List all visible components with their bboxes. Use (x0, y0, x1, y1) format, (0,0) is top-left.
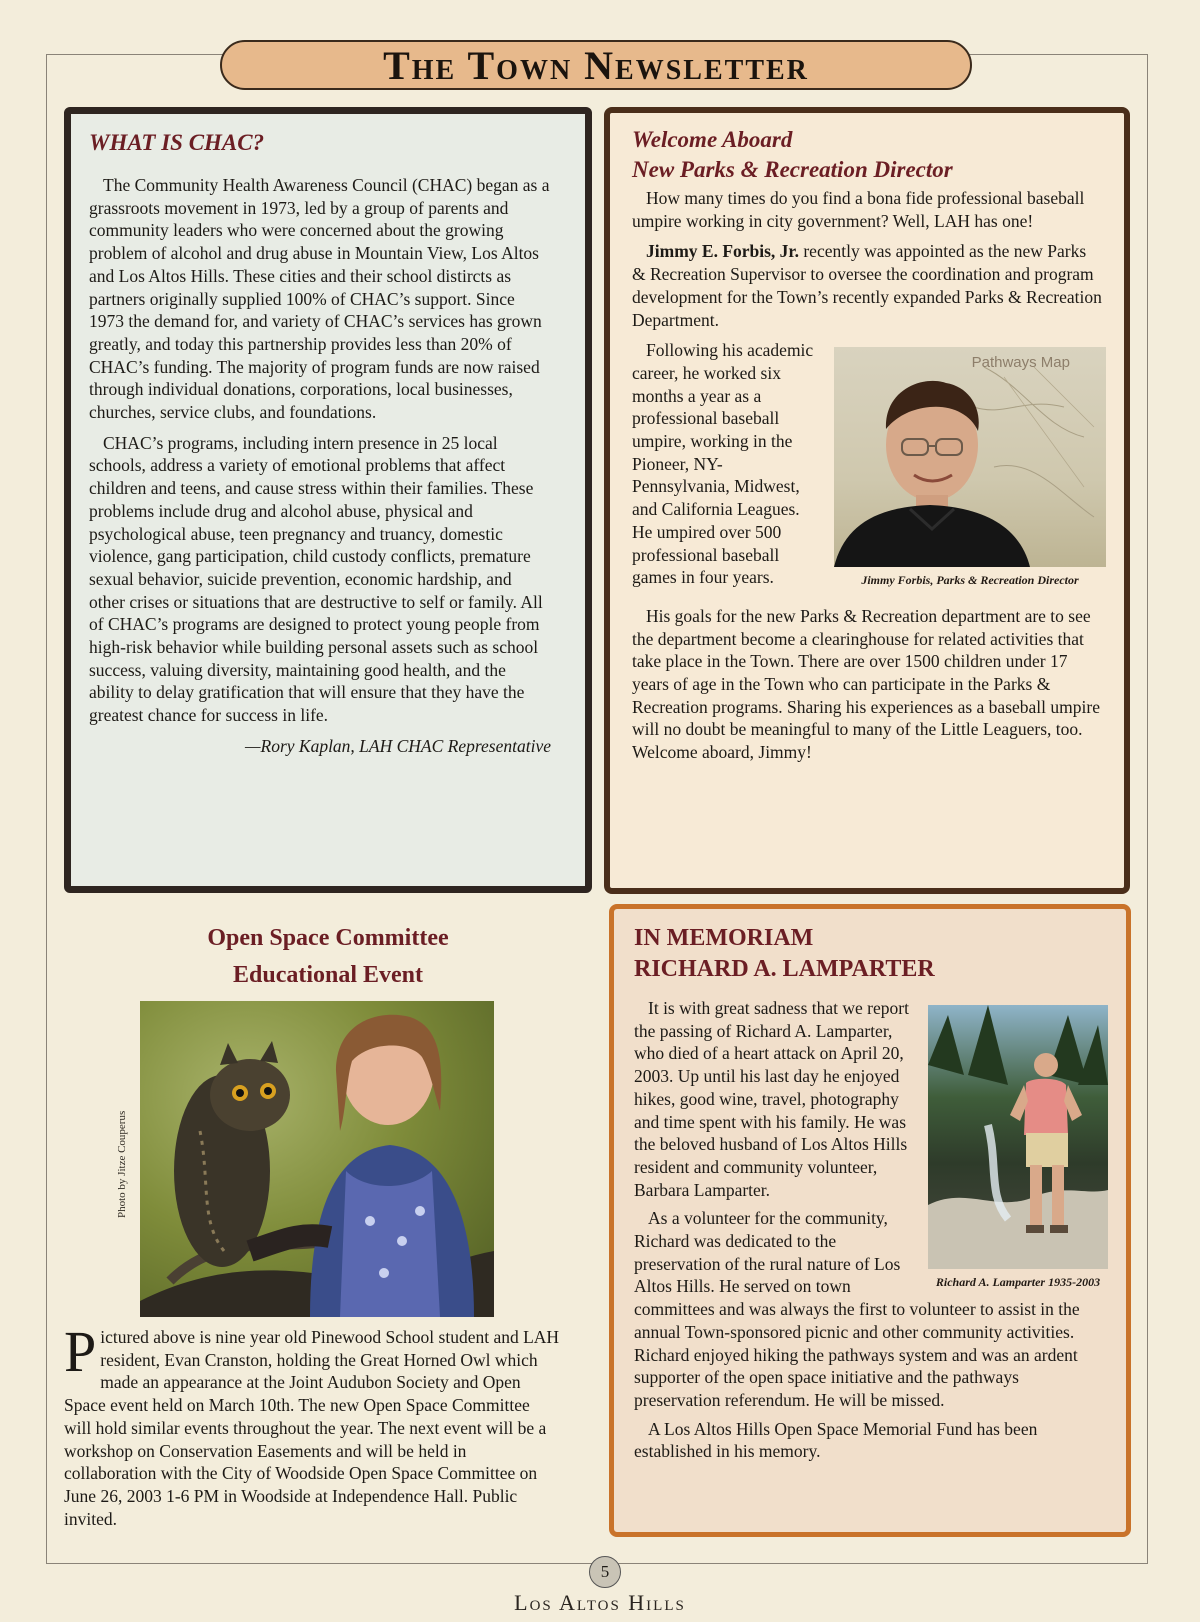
masthead-title: The Town Newsletter (220, 40, 972, 90)
owl-photo-illustration (140, 1001, 494, 1317)
open-space-text (64, 1319, 560, 1530)
memoriam-paragraph-3: A Los Altos Hills Open Space Memorial Fund has been established in his memory. (634, 1418, 1038, 1462)
open-space-title-line1: Open Space Committee (207, 925, 449, 951)
jimmy-name: Jimmy E. Forbis, Jr. (646, 241, 799, 262)
chac-paragraph-1: The Community Health Awareness Council (CHAC) began as a grassroots movement in 1973, led by a group of parents and community leaders who were concerned about the growing problem of alcohol and drug abuse in Mountain View, Los Altos and Los Altos Hills. These cities and their school distircts as partners originally supplied 100% of CHAC’s support. Since 1973 the demand for, and variety of CHAC’s services has grown greatly, and today this partnership provides less than 20% of CHAC’s funding. The majority of program funds are now raised through individual donations, corporations, local businesses, churches, service clubs, and foundations. (89, 175, 550, 423)
jimmy-photo (834, 347, 1106, 567)
map-label: Pathways Map (971, 354, 1070, 372)
open-space-body: ictured above is nine year old Pinewood School student and LAH resident, Evan Cranston, holding the Great Horned Owl which made an appearance at the Joint Audubon Society and Open Space event held on March 10th. The new Open Space Committee will hold similar events throughout the year. The next event will be a workshop on Conservation Easements and will be held in collaboration with the City of Woodside Open Space Committee on June 26, 2003 1-6 PM in Woodside at Independence Hall. Public invited. (64, 1327, 560, 1529)
chac-paragraph-2: CHAC’s programs, including intern presence in 25 local schools, address a variety of emotional problems that affect children and teens, and cause stress within their families. These problems include drug and alcohol abuse, physical and psychological abuse, teen pregnancy and truancy, domestic violence, gang participation, child custody conflicts, premature sexual behavior, suicide prevention, economic hardship, and other crises or situations that are destructive to self or family. All of CHAC’s programs are designed to protect young people from high-risk behavior while building personal assets such as school success, valuing diversity, maintaining good health, and the ability to delay gratification that will ensure that they have the greatest chance for success in life. (89, 432, 543, 726)
jimmy-photo-illustration (834, 347, 1106, 567)
welcome-appointment-paragraph (632, 240, 1102, 331)
richard-photo-illustration (928, 1005, 1108, 1269)
footer-town: Los Altos Hills (514, 1590, 686, 1615)
open-space-paragraph (64, 1319, 560, 1530)
richard-photo (928, 1005, 1108, 1269)
chac-signature: —Rory Kaplan, LAH CHAC Representative (244, 735, 551, 756)
drop-cap: P (64, 1319, 97, 1384)
jimmy-photo-figure (834, 347, 1106, 588)
memoriam-paragraph-1: It is with great sadness that we report the passing of Richard A. Lamparter, who died of a heart attack on April 20, 2003. Up until his last day he enjoyed hikes, good wine, travel, photography and time spent with his family. He was the beloved husband of Los Altos Hills resident and community volunteer, Barbara Lamparter. (634, 998, 909, 1200)
welcome-appointment: recently was appointed as the new Parks & Recreation Supervisor to oversee the coordination and program development for the Town’s recently expanded Parks & Recreation Department. (632, 241, 1102, 330)
welcome-goals: His goals for the new Parks & Recreation department are to see the department become a clearinghouse for related activities that take place in the Town. There are over 1500 children under 17 years of age in the Town who can participate in the Parks & Recreation programs. Sharing his experiences as a baseball umpire will no doubt be meaningful to many of the Little Leaguers, too. Welcome aboard, Jimmy! (632, 605, 1100, 763)
open-space-title (64, 920, 592, 994)
memoriam-title-line1: IN MEMORIAM (634, 925, 814, 951)
owl-photo (140, 1001, 494, 1317)
chac-title: WHAT IS CHAC? (89, 130, 265, 155)
welcome-intro: How many times do you find a bona fide professional baseball umpire working in city government? Well, LAH has one! (632, 188, 1085, 231)
photo-credit: Photo by Jitze Couperus (116, 1110, 128, 1218)
richard-photo-caption: Richard A. Lamparter 1935-2003 (935, 1275, 1101, 1289)
welcome-career: Following his academic career, he worked six months a year as a professional baseball umpire, working in the Pioneer, NY-Pennsylvania, Midwest, and California Leagues. He umpired over 500 professional baseball games in four years. (632, 340, 814, 588)
memoriam-title-line2: RICHARD A. LAMPARTER (634, 956, 935, 982)
richard-photo-figure (928, 1005, 1108, 1290)
memoriam-title (634, 923, 1106, 985)
welcome-title-line2: New Parks & Recreation Director (632, 157, 953, 182)
welcome-title-line1: Welcome Aboard (632, 127, 793, 152)
jimmy-photo-caption: Jimmy Forbis, Parks & Recreation Director (861, 573, 1079, 588)
memoriam-article (609, 904, 1131, 1537)
page-number: 5 (589, 1556, 621, 1588)
memoriam-paragraph-2: As a volunteer for the community, Richard was dedicated to the preservation of the rural nature of Los Altos Hills. He served on town committees and was always the first to volunteer to assist in the annual Town-sponsored picnic and other community activities. Richard enjoyed hiking the pathways system and was an ardent supporter of the open space initiative and the pathways preservation referendum. He will be missed. (634, 1208, 1080, 1410)
open-space-title-line2: Educational Event (232, 962, 424, 988)
chac-article (64, 107, 592, 893)
welcome-article (604, 107, 1130, 894)
